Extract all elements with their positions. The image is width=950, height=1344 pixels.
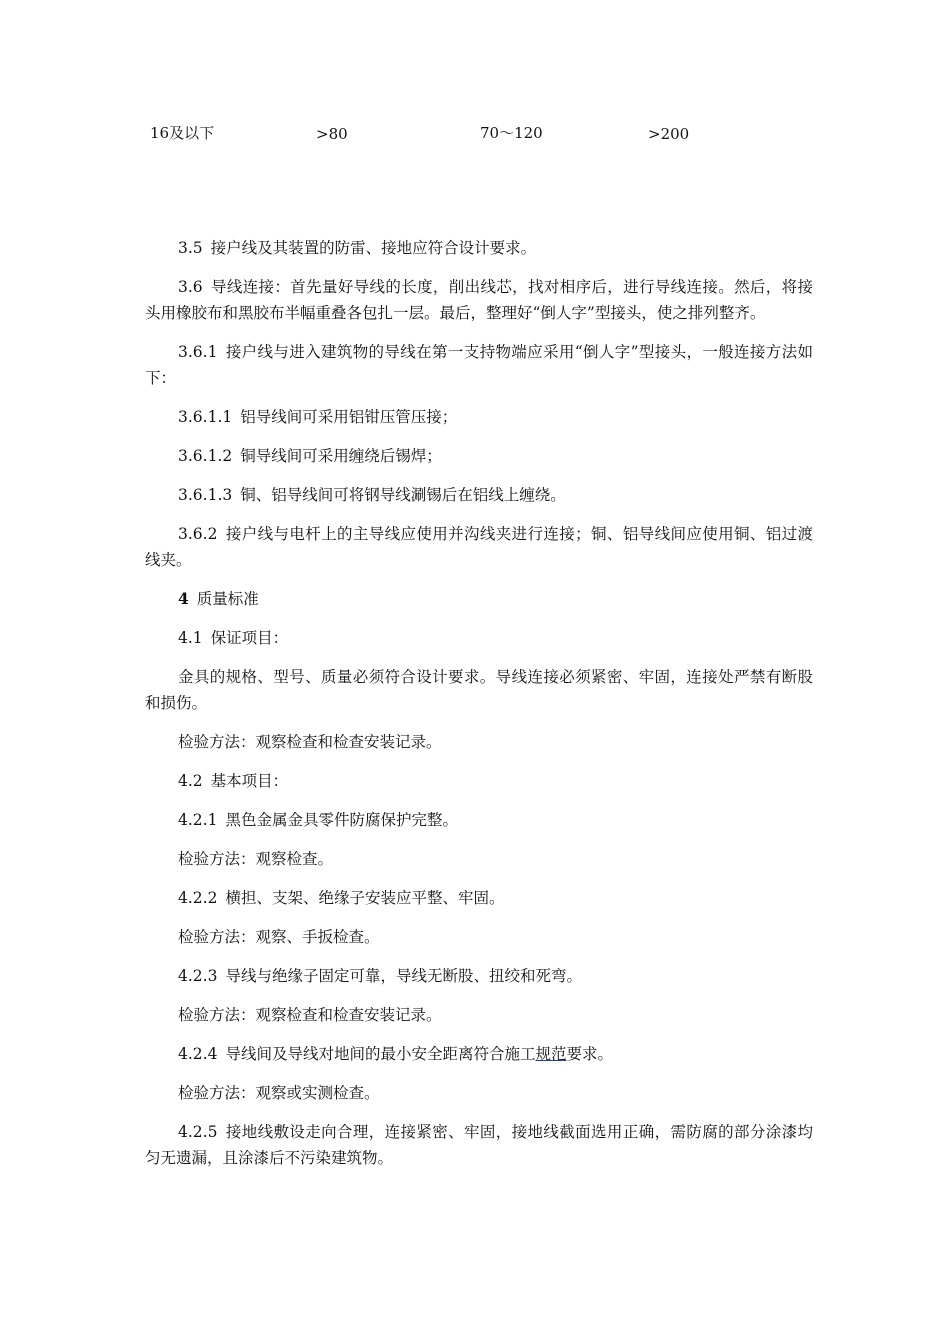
paragraph-4-2-1 — [145, 807, 813, 833]
table-cell: >200 — [648, 125, 690, 143]
paragraph-text: 导线连接：首先量好导线的长度，削出线芯，找对相序后，进行导线连接。然后，将接头用橡胶布和黑胶布半幅重叠各包扎一层。最后，整理好“倒人字”型接头，使之排列整齐。 — [145, 278, 813, 322]
spec-link[interactable]: 规范 — [535, 1045, 567, 1063]
section-number: 3.6 — [178, 278, 203, 296]
paragraph-text: 导线与绝缘子固定可靠，导线无断股、扭绞和死弯。 — [225, 967, 582, 985]
section-number: 4.2 — [178, 772, 203, 790]
section-heading-4 — [145, 586, 813, 612]
section-number: 4.2.4 — [178, 1045, 218, 1063]
paragraph-inspection-method — [145, 1080, 813, 1106]
paragraph-4-2-5 — [145, 1119, 813, 1171]
paragraph-text: 接地线敷设走向合理，连接紧密、牢固，接地线截面选用正确，需防腐的部分涂漆均匀无遗漏，且涂漆后不污染建筑物。 — [145, 1123, 813, 1167]
section-number: 4.2.1 — [178, 811, 218, 829]
paragraph-3-6 — [145, 274, 813, 326]
paragraph-text: 检验方法：观察、手扳检查。 — [178, 928, 380, 946]
paragraph-inspection-method — [145, 729, 813, 755]
section-number: 4.2.5 — [178, 1123, 218, 1141]
paragraph-text: 接户线及其装置的防雷、接地应符合设计要求。 — [210, 239, 537, 257]
table-cell: >80 — [316, 125, 348, 143]
paragraph-text: 金具的规格、型号、质量必须符合设计要求。导线连接必须紧密、牢固，连接处严禁有断股和损伤。 — [145, 668, 813, 712]
table-row — [0, 122, 950, 146]
paragraph-text: 黑色金属金具零件防腐保护完整。 — [225, 811, 458, 829]
paragraph-text: 接户线与进入建筑物的导线在第一支持物端应采用“倒人字”型接头，一般连接方法如下： — [145, 343, 813, 387]
section-number: 3.5 — [178, 239, 203, 257]
table-cell: 70～120 — [480, 124, 543, 142]
paragraph-text: 铝导线间可采用铝钳压管压接； — [240, 408, 458, 426]
paragraph-text: 铜、铝导线间可将钢导线涮锡后在铝线上缠绕。 — [240, 486, 566, 504]
paragraph-inspection-method — [145, 924, 813, 950]
paragraph-3-6-1 — [145, 339, 813, 391]
paragraph-text: 检验方法：观察检查和检查安装记录。 — [178, 1006, 442, 1024]
paragraph-inspection-method — [145, 846, 813, 872]
paragraph-3-5 — [145, 235, 813, 261]
paragraph-4-2-3 — [145, 963, 813, 989]
paragraph-3-6-1-1 — [145, 404, 813, 430]
paragraph-text: 铜导线间可采用缠绕后锡焊； — [240, 447, 442, 465]
section-number: 4 — [178, 589, 189, 608]
paragraph-3-6-1-2 — [145, 443, 813, 469]
section-number: 4.2.3 — [178, 967, 218, 985]
section-number: 4.1 — [178, 629, 203, 647]
paragraph-text: 基本项目： — [210, 772, 289, 790]
paragraph-text: 保证项目： — [210, 629, 289, 647]
section-number: 3.6.1.1 — [178, 408, 233, 426]
table-cell: 16及以下 — [150, 124, 215, 142]
paragraph-text: 接户线与电杆上的主导线应使用并沟线夹进行连接；铜、铝导线间应使用铜、铝过渡线夹。 — [145, 525, 813, 569]
section-heading: 质量标准 — [196, 590, 259, 608]
section-number: 4.2.2 — [178, 889, 218, 907]
paragraph-text: 检验方法：观察检查和检查安装记录。 — [178, 733, 442, 751]
paragraph-3-6-1-3 — [145, 482, 813, 508]
document-body — [145, 235, 813, 1184]
section-number: 3.6.2 — [178, 525, 218, 543]
paragraph-4-2-2 — [145, 885, 813, 911]
paragraph-4-2-4 — [145, 1041, 813, 1067]
paragraph-text: 检验方法：观察检查。 — [178, 850, 334, 868]
paragraph-inspection-method — [145, 1002, 813, 1028]
paragraph-4-2 — [145, 768, 813, 794]
section-number: 3.6.1 — [178, 343, 218, 361]
paragraph-4-1 — [145, 625, 813, 651]
paragraph-text: 横担、支架、绝缘子安装应平整、牢固。 — [225, 889, 505, 907]
paragraph-3-6-2 — [145, 521, 813, 573]
section-number: 3.6.1.3 — [178, 486, 233, 504]
paragraph-text: 检验方法：观察或实测检查。 — [178, 1084, 380, 1102]
section-number: 3.6.1.2 — [178, 447, 233, 465]
paragraph-guarantee-text — [145, 664, 813, 716]
paragraph-text: 要求。 — [566, 1045, 613, 1063]
paragraph-text: 导线间及导线对地间的最小安全距离符合施工 — [225, 1045, 536, 1063]
